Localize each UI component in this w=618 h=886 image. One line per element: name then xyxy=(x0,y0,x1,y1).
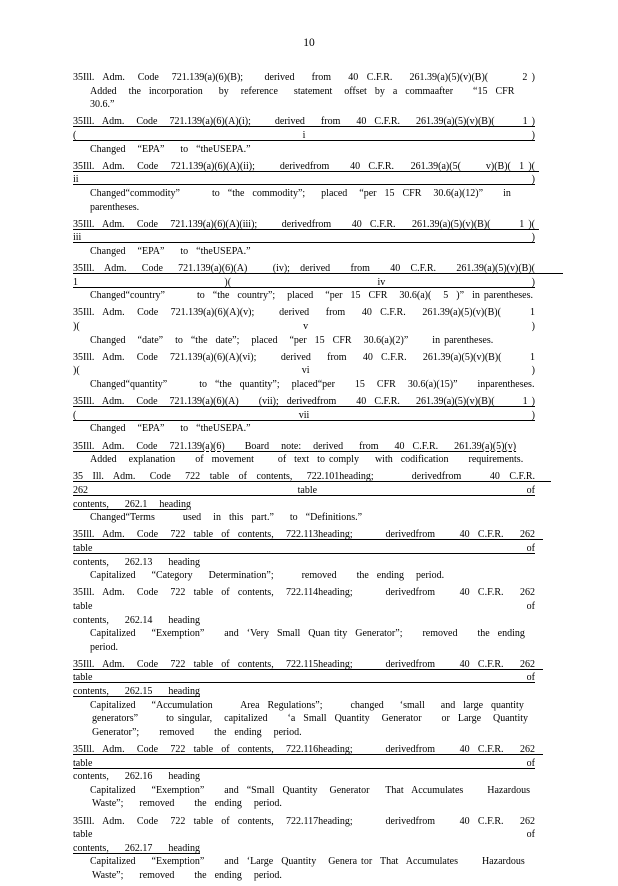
amendment-note-line xyxy=(73,453,535,467)
line-text: 35Ill. Adm. Code 721.139(a)(6) Board note: derived from 40 C.F.R. 261.39(a)(5)(v) xyxy=(73,440,517,452)
line-text: Changed “EPA” to “theUSEPA.” xyxy=(90,423,251,435)
line-text: 35Ill. Adm. Code 722 table of contents, 722.116heading; derivedfrom 40 C.F.R. 262 table of xyxy=(73,744,543,769)
line-text: contents, 262.15 heading xyxy=(73,686,200,698)
line-text: Capitalized “Exemption” and “Small Quantity Generator That Accumulates Hazardous xyxy=(90,784,531,796)
line-text: Changed“quantity” to “the quantity”; placed“per 15 CFR 30.6(a)(15)” inparentheses. xyxy=(90,379,535,391)
citation-line xyxy=(73,218,539,245)
amendment-note-line xyxy=(73,627,535,654)
line-text: 35Ill. Adm. Code 721.139(a)(6)(A)(i); derived from 40 C.F.R. 261.39(a)(5)(v)(B)( 1 )( i ) xyxy=(73,116,535,141)
line-text: 35Ill. Adm. Code 721.139(a)(6)(A)(v); derived from 40 C.F.R. 261.39(a)(5)(v)(B)( 1 )( v ) xyxy=(73,307,539,333)
page-number: 10 xyxy=(303,37,315,49)
amendment-note-line xyxy=(73,614,535,628)
citation-line xyxy=(73,351,539,378)
amendment-note-line xyxy=(73,498,535,512)
amendment-note-line xyxy=(73,422,535,436)
amendment-entry xyxy=(73,160,539,214)
line-text: 35 Ill. Adm. Code 722 table of contents, 722.101heading; derivedfrom 40 C.F.R. 262 table of xyxy=(73,471,551,496)
line-text: Waste”; removed the ending period. xyxy=(92,869,282,881)
line-text: Generator”; removed the ending period. xyxy=(92,726,302,738)
amendment-note-line xyxy=(73,712,535,726)
line-text: 35Ill. Adm. Code 721.139(a)(6)(A)(vi); derived from 40 C.F.R. 261.39(a)(5)(v)(B)( 1 )( vi ) xyxy=(73,351,539,377)
amendment-entry xyxy=(73,743,543,811)
citation-line xyxy=(73,395,535,422)
citation-line xyxy=(73,115,535,142)
line-text: contents, 262.17 heading xyxy=(73,842,200,854)
line-text: Capitalized “Exemption” and ‘Very Small Quan tity Generator”; removed the ending period. xyxy=(90,628,537,653)
line-text: 35Ill. Adm. Code 721.139(a)(6)(A) (iv); derived from 40 C.F.R. 261.39(a)(5)(v)(B)( 1 )( iv ) xyxy=(73,263,563,288)
amendment-entry xyxy=(73,658,543,740)
citation-line xyxy=(73,440,535,454)
amendment-entry xyxy=(73,395,535,436)
line-text: Capitalized “Exemption” and ‘Large Quantity Genera tor That Accumulates Hazardous xyxy=(90,856,525,868)
amendment-note-line xyxy=(73,855,535,869)
amendment-note-line xyxy=(73,869,535,883)
amendment-note-line xyxy=(73,245,535,259)
amendment-note-line xyxy=(73,143,535,157)
line-text: contents, 262.16 heading xyxy=(73,771,200,783)
line-text: 35Ill. Adm. Code 721.139(a)(6)(A) (vii); derivedfrom 40 C.F.R. 261.39(a)(5)(v)(B)( 1 )( vii ) xyxy=(73,396,535,421)
amendment-note-line xyxy=(73,784,535,798)
line-text: 35Ill. Adm. Code 722 table of contents, 722.117heading; derivedfrom 40 C.F.R. 262 table of xyxy=(73,815,543,841)
amendment-note-line xyxy=(73,726,535,740)
line-text: contents, 262.14 heading xyxy=(73,614,200,626)
amendment-entry xyxy=(73,440,535,467)
line-text: 35Ill. Adm. Code 721.139(a)(6)(B); derived from 40 C.F.R. 261.39(a)(5)(v)(B)( 2 ) xyxy=(73,72,535,83)
amendment-note-line xyxy=(73,556,535,570)
amendment-entry xyxy=(73,115,535,156)
amendment-note-line xyxy=(73,842,535,856)
amendment-entry xyxy=(73,470,551,524)
citation-line xyxy=(73,743,543,770)
citation-line xyxy=(73,586,543,613)
amendment-entry xyxy=(73,815,543,883)
amendment-entry xyxy=(73,218,539,259)
line-text: 35Ill. Adm. Code 722 table of contents, 722.115heading; derivedfrom 40 C.F.R. 262 table of xyxy=(73,658,543,684)
citation-line xyxy=(73,71,535,85)
citation-line xyxy=(73,470,551,497)
amendment-entry xyxy=(73,586,543,654)
line-text: contents, 262.1 heading xyxy=(73,498,191,510)
amendment-entry xyxy=(73,306,539,347)
line-text: Changed“commodity” to “the commodity”; placed “per 15 CFR 30.6(a)(12)” in parentheses. xyxy=(90,187,515,213)
citation-line xyxy=(73,160,539,187)
line-text: Waste”; removed the ending period. xyxy=(92,798,282,810)
citation-line xyxy=(73,306,539,333)
amendment-entry xyxy=(73,262,563,303)
amendment-note-line xyxy=(73,289,535,303)
line-text: Changed“Terms used in this part.” to “Definitions.” xyxy=(90,512,363,524)
line-text: 35Ill. Adm. Code 722 table of contents, 722.113heading; derivedfrom 40 C.F.R. 262 table of xyxy=(73,529,543,554)
line-text: Changed “EPA” to “theUSEPA.” xyxy=(90,143,251,155)
line-text: generators” to singular, capitalized ‘a Small Quantity Generator or Large Quantity xyxy=(92,713,529,725)
citation-line xyxy=(73,528,543,555)
line-text: Added explanation of movement of text to comply with codification requirements. xyxy=(90,454,524,466)
citation-line xyxy=(73,815,543,842)
amendment-entry xyxy=(73,351,539,392)
line-text: 35Ill. Adm. Code 721.139(a)(6)(A)(ii); derivedfrom 40 C.F.R. 261.39(a)(5( v)(B)( 1 )( ii ) xyxy=(73,160,539,186)
amendment-entry xyxy=(73,528,543,582)
line-text: Capitalized “Category Determination”; removed the ending period. xyxy=(90,570,445,582)
line-text: Changed “EPA” to “theUSEPA.” xyxy=(90,245,251,257)
amendment-note-line xyxy=(73,378,535,392)
amendment-note-line xyxy=(73,685,535,699)
line-text: 35Ill. Adm. Code 722 table of contents, 722.114heading; derivedfrom 40 C.F.R. 262 table of xyxy=(73,587,543,612)
amendment-note-line xyxy=(73,797,535,811)
line-text: Capitalized “Accumulation Area Regulations”; changed ‘small and large quantity xyxy=(90,699,524,711)
amendment-entry xyxy=(73,71,535,112)
amendment-note-line xyxy=(73,511,535,525)
citation-line xyxy=(73,262,563,289)
amendment-note-line xyxy=(73,770,535,784)
line-text: Changed“country” to “the country”; placed “per 15 CFR 30.6(a)( 5 )” in parentheses. xyxy=(90,290,533,302)
amendment-note-line xyxy=(73,85,535,112)
line-text: Changed “date” to “the date”; placed “per 15 CFR 30.6(a)(2)” in parentheses. xyxy=(90,334,494,346)
amendment-note-line xyxy=(73,569,535,583)
line-text: 35Ill. Adm. Code 721.139(a)(6)(A)(iii); derivedfrom 40 C.F.R. 261.39(a)(5)(v)(B)( 1 )( iii ) xyxy=(73,218,539,244)
citation-line xyxy=(73,658,543,685)
line-text: contents, 262.13 heading xyxy=(73,556,200,568)
amendment-note-line xyxy=(73,187,535,214)
amendment-note-line xyxy=(73,699,535,713)
amendment-note-line xyxy=(73,334,535,348)
amendment-list xyxy=(73,71,563,886)
line-text: Added the incorporation by reference statement offset by a commaafter “15 CFR 30.6.” xyxy=(90,85,523,111)
